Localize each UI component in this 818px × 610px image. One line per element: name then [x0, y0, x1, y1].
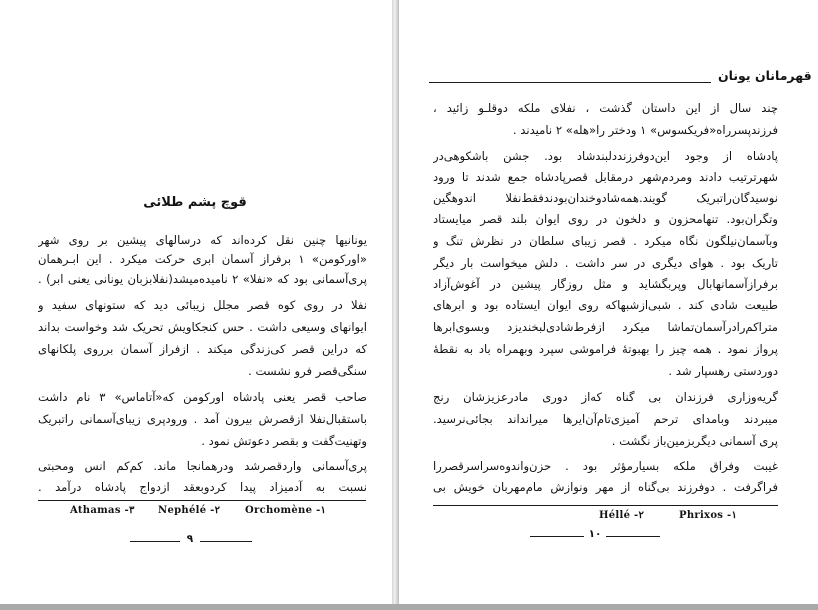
text-line: شهرترتیب دادند ومردم‌شهر درمقابل قصرپادشاه جمع شدند تا ورود: [433, 170, 778, 184]
text-line: باستقبال‌نفلا ازقصرش بیرون آمد . ورودپری زیبای‌آسمانی راتبریک: [38, 412, 367, 426]
text-line: پری‌آسمانی وارد‌قصرشد و‌درهمانجا ماند. کم‌کم انس ومحبتی: [38, 459, 367, 473]
text-line: که دراین قصر کی‌زندگی میکند . ازفراز آسمان برروی پلکانهای: [38, 342, 367, 356]
footnote-rule: [433, 505, 778, 506]
folio-rule-left: [130, 541, 180, 542]
text-line: «اورکومن» ۱ برفراز آسمان ابری حرکت میکرد . این ابـرهمان: [38, 252, 367, 266]
text-line: متراکم‌رادرآسمان‌تماشا میکرد ازفرط‌شادی‌لبخندیزد وبسوی‌ابرها: [433, 320, 778, 334]
text-line: فراگرفت . دوفرزند بی‌گناه از مهر ونوازش مام‌مهربان خویش بی: [433, 480, 778, 494]
text-line: پادشاه از وجود این‌دوفرزنددلبندشاد بود. جشن باشکوهی‌در: [433, 149, 778, 163]
left-page: [0, 0, 392, 606]
text-line: یونانیها چنین نقل کرده‌اند که درسالهای پیشین بر روی شهر: [38, 233, 367, 247]
text-line: ایوانهای وسیعی داشت . حس کنجکاویش تحریک شد وخواست بداند: [38, 320, 367, 334]
running-head: قهرمانان یونان: [718, 68, 812, 83]
horizontal-scrollbar[interactable]: [0, 604, 818, 610]
footnote-1: Phrixos -۱: [679, 510, 737, 521]
text-line: دوردستی رهسپار شد .: [668, 364, 778, 378]
text-line: پرواز نمود . همه چیز را بهبوتهٔ فراموشی سپرد وبهمراه باد به نقطهٔ: [433, 342, 778, 356]
page-number: ۱۰: [588, 528, 602, 540]
text-line: میبردند وبامدای ترحم آمیزی‌تام‌آن‌ایرها میرانداند بجائی‌نرسید.: [433, 412, 778, 426]
text-line: وتهنیت‌گفت و بقصر دعوتش نمود .: [201, 434, 367, 448]
text-line: غیبت وفراق ملکه بسیارمؤثر بود . حزن‌واندوه‌سراسر‌قصررا: [433, 459, 778, 473]
text-line: نوسید‌گان‌راتبریک گویند.همه‌شادوخندان‌بودندفقط‌نفلا اندوهگین: [433, 191, 778, 205]
text-line: نفلا در روی کوه قصر مجلل زیبائی دید که ستونهای سفید و: [38, 298, 367, 312]
chapter-title: قوچ پشم طلائی: [143, 195, 247, 210]
text-line: سنگی‌قصر فرو نشست .: [248, 364, 367, 378]
book-gutter: [392, 0, 399, 606]
text-line: گریه‌وزاری فرزندان بی گناه که‌از دوری مادرعزیزشان رنج: [433, 390, 778, 404]
text-line: پری آسمانی دیگربزمین‌باز نگشت .: [611, 434, 778, 448]
page-number: ۹: [186, 533, 194, 545]
folio-rule-left: [530, 536, 584, 537]
text-line: وبآسمان‌نیلگون نگاه میکرد . قصر زیبای سلطان در نظرش تنگ و: [433, 234, 778, 248]
text-line: فرزندپسرراه«فریکسوس» ۱ ودختر را«هله» ۲ نامیدند .: [512, 123, 778, 137]
folio-rule-right: [606, 536, 660, 537]
text-line: برفرازآسمانهابال وپربگشاید و مثل روزگار پیشین در آغوش‌آزاد: [433, 277, 778, 291]
running-head-rule: [429, 82, 711, 83]
text-line: وتگران‌بود. تنهامحزون و دلخون در روی ایوان بلند قصر میایستاد: [433, 212, 778, 226]
text-line: طبیعت شادی کند . شبی‌ازشبهاکه روی ایوان ایستاده بود و ابرهای: [433, 298, 778, 312]
text-line: چند سال از این داستان گذشت ، نفلای ملکه دوقلـو زائید ،: [433, 101, 778, 115]
text-line: تاریک بود . هوای دیگری در سر داشت . دلش میخواست بار دیگر: [433, 256, 778, 270]
footnote-rule: [38, 500, 366, 501]
footnote-2: Nephélé -۲: [158, 505, 220, 516]
folio-rule-right: [200, 541, 252, 542]
footnote-2: Héllé -۲: [599, 510, 644, 521]
footnote-1: Orchomène -۱: [245, 505, 326, 516]
right-page: [399, 0, 818, 606]
text-line: نسبت به آدمیزاد پیدا کردوبعقد ازدواج پادشاه درآمد .: [38, 480, 367, 494]
text-line: صاحب قصر یعنی پادشاه اورکومن که«آتاماس» ۳ نام داشت: [38, 390, 367, 404]
text-line: پری‌آسمانی بود که «نفلا» ۲ نامیده‌میشد(نفلابزبان یونانی یعنی ابر) .: [38, 272, 367, 286]
footnote-3: Athamas -۳: [70, 505, 135, 516]
